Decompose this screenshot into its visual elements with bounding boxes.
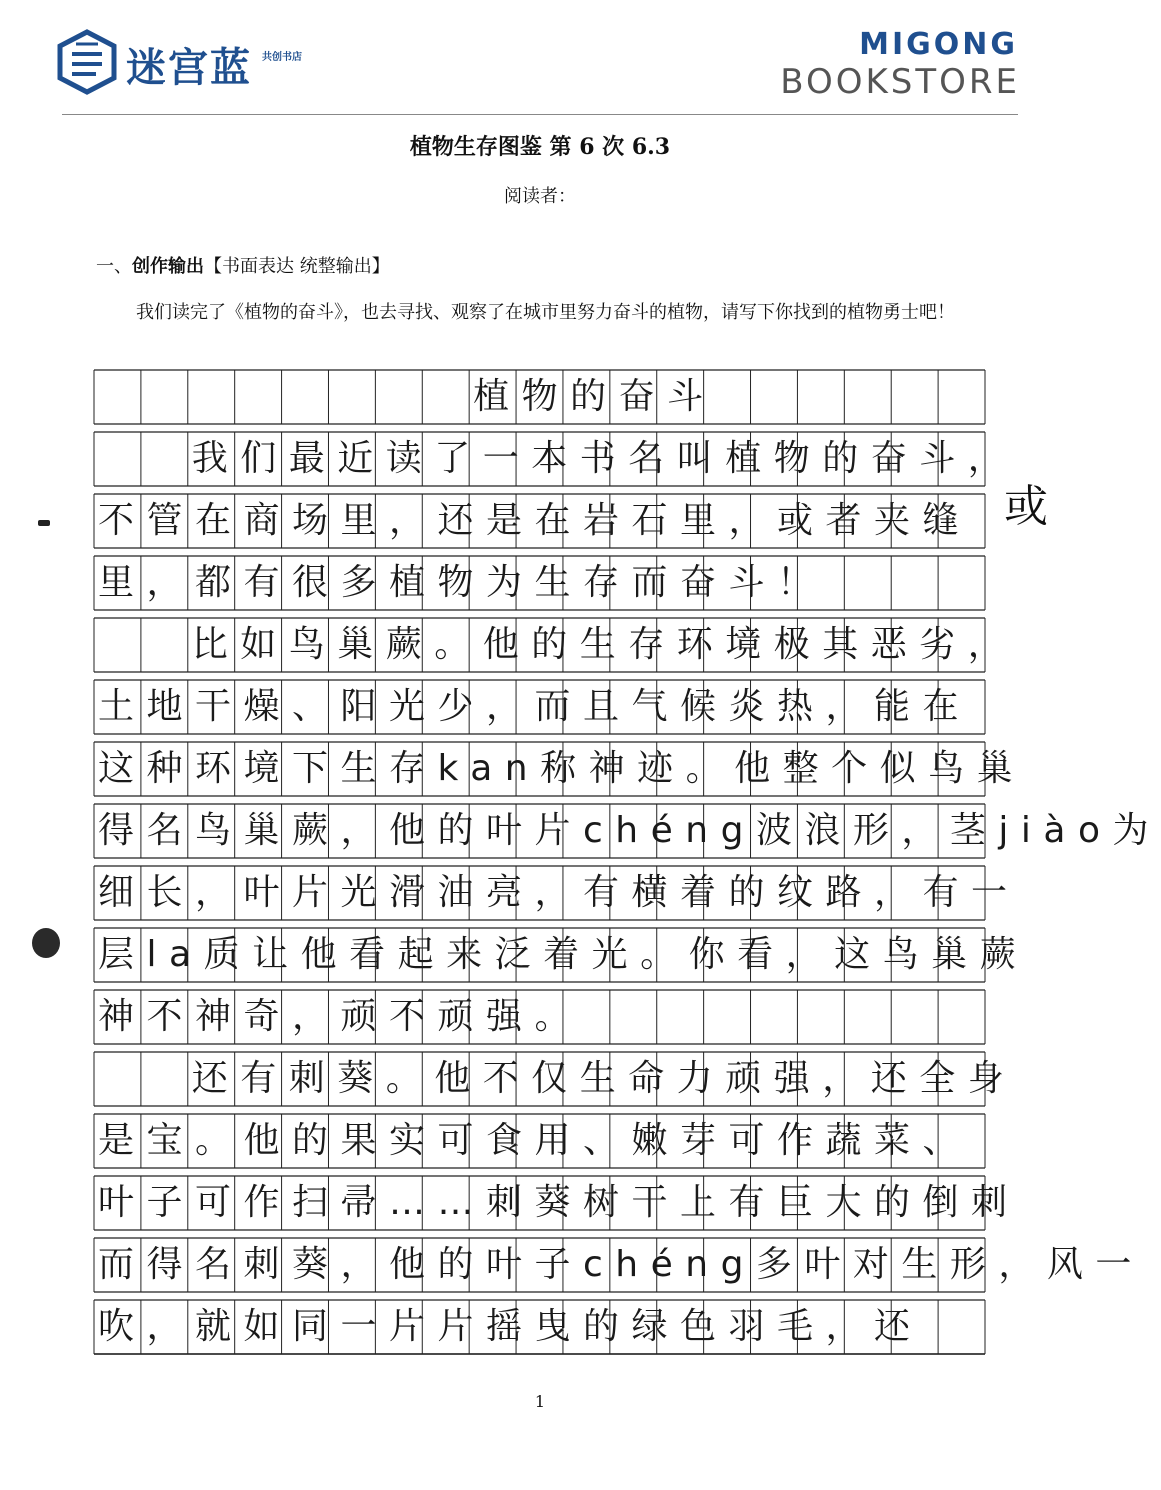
margin-correction: 或 (1004, 481, 1048, 532)
document-title: 植物生存图鉴 第 6 次 6.3 (409, 134, 671, 160)
section-title: 创作输出 (132, 256, 204, 277)
section-number: 一、 (96, 256, 132, 277)
essay-line: 叶子可作扫帚……刺葵树干上有巨大的倒刺 (98, 1182, 1020, 1223)
essay-line: 层la质让他看起来泛着光。你看，这鸟巢蕨 (98, 934, 1029, 975)
section-tag: 【书面表达 统整输出】 (204, 256, 390, 277)
brand-name: MIGONG (859, 27, 1018, 62)
essay-line: 细长，叶片光滑油亮，有横着的纹路，有一 (98, 872, 1020, 913)
essay-line: 不管在商场里，还是在岩石里，或者夹缝 (98, 500, 972, 541)
section-heading (96, 252, 390, 278)
header-divider (62, 114, 1018, 115)
essay-line: 得名鸟巢蕨，他的叶片chéng波浪形，茎jiào为 (98, 810, 1161, 851)
hole-punch (32, 928, 60, 958)
essay-line: 我们最近读了一本书名叫植物的奋斗， (191, 438, 1017, 479)
page-number: 1 (534, 1392, 546, 1411)
essay-line: 里，都有很多植物为生存而奋斗！ (98, 562, 826, 603)
essay-line: 是宝。他的果实可食用、嫩芽可作蔬菜、 (98, 1120, 972, 1161)
reader-label: 阅读者： (504, 186, 576, 207)
essay-line: 吹，就如同一片片摇曳的绿色羽毛，还 (98, 1306, 923, 1347)
essay-line: 而得名刺葵，他的叶子chéng多叶对生形，风一 (98, 1244, 1144, 1285)
essay-line: 这种环境下生存kan称神迹。他整个似鸟巢 (98, 748, 1026, 789)
essay-line: 土地干燥、阳光少，而且气候炎热，能在 (98, 686, 972, 727)
page-header (0, 0, 1080, 120)
stray-mark (38, 520, 50, 526)
writing-prompt: 我们读完了《植物的奋斗》，也去寻找、观察了在城市里努力奋斗的植物，请写下你找到的植物勇士吧！ (136, 302, 955, 323)
maze-logo-icon (56, 30, 118, 94)
writing-grid (94, 370, 1161, 1362)
logo-text: 迷宫蓝 (126, 45, 252, 91)
essay-line: 还有刺葵。他不仅生命力顽强，还全身 (191, 1058, 1017, 1099)
logo-subtext: 共创书店 (262, 52, 302, 63)
essay-line: 比如鸟巢蕨。他的生存环境极其恶劣， (191, 624, 1017, 665)
essay-line: 神不神奇，顽不顽强。 (98, 996, 584, 1037)
essay-title: 植物的奋斗 (473, 376, 716, 417)
brand-subtitle: BOOKSTORE (780, 62, 1020, 102)
